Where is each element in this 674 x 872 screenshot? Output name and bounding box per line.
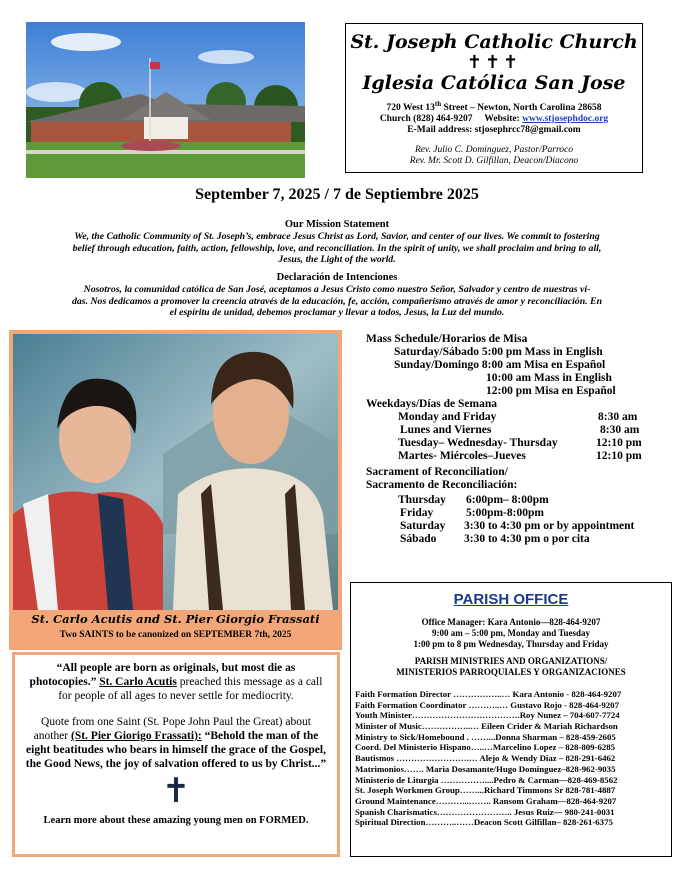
schedule-row: Martes- Miércoles–Jueves 12:10 pm	[398, 450, 642, 462]
schedule-row: Weekdays/Días de Semana	[366, 398, 497, 410]
cross-icon: ✝	[161, 773, 191, 810]
crosses-icon: ✝✝✝	[466, 52, 522, 72]
quote-carlo: “All people are born as originals, but most die as photocopies.” St. Carlo Acutis preached this message as a call for people of all ages to never settle for mediocrity.	[29, 662, 323, 702]
schedule-row: Sunday/Domingo 8:00 am Misa en Español	[394, 359, 606, 371]
schedule-row: Monday and Friday 8:30 am	[398, 411, 638, 423]
directory-row: Coord. Del Ministerio Hispano…..…Marcelino Lopez – 828-809-6285	[355, 742, 616, 753]
ministries-heading-1: PARISH MINISTRIES AND ORGANIZATIONS/	[414, 656, 608, 666]
church-email: E-Mail address: stjosephrcc78@gmail.com	[407, 125, 581, 136]
directory-row: Spanish Charismatics…………………….. Jesus Ruiz— 980-241-0031	[355, 806, 615, 817]
schedule-row: 10:00 am Mass in English	[486, 372, 612, 384]
ministries-heading-2: MINISTERIOS PARROQUIALES Y ORGANIZACIONES	[396, 667, 626, 677]
mission-statement-en: Our Mission Statement We, the Catholic Community of St. Joseph’s, embrace Jesus Christ as Lord, Savior, and center of our lives. We commit to fostering belief through education, faith, action, fellowship, love, and reconciliation. In the spirit of unity, we shall proclaim and bring to all, Jesus, the Light of the world.	[22, 219, 652, 266]
church-header-box	[345, 23, 643, 173]
mass-schedule	[366, 333, 666, 546]
schedule-row: Thursday 6:00pm– 8:00pm	[398, 494, 549, 506]
schedule-row: Lunes and Viernes 8:30 am	[400, 424, 640, 436]
deacon-line: Rev. Mr. Scott D. Gilfillan, Deacon/Diacono	[409, 156, 579, 167]
bulletin-date: September 7, 2025 / 7 de Septiembre 2025	[195, 186, 479, 203]
schedule-row: Sábado 3:30 to 4:30 pm o por cita	[400, 533, 590, 545]
saints-subcaption: Two SAINTS to be canonized on SEPTEMBER 7th, 2025	[59, 630, 292, 640]
saints-photo-frame	[9, 330, 342, 650]
directory-row: Bautismos …………………….… Alejo & Wendy Diaz – 828-291-6462	[355, 753, 616, 764]
directory-row: Faith Formation Director ……………..… Kara Antonio - 828-464-9207	[355, 689, 622, 699]
website-link[interactable]: www.stjosephdoc.org	[522, 114, 609, 125]
mission-title-es: Declaración de Intenciones	[276, 272, 398, 283]
church-name-english: St. Joseph Catholic Church	[350, 31, 638, 53]
parish-office-box	[350, 582, 672, 857]
pastor-line: Rev. Julio C. Dominguez, Pastor/Parroco	[414, 145, 574, 156]
church-address: 720 West 13th Street – Newton, North Carolina 28658	[386, 100, 602, 114]
schedule-row: Mass Schedule/Horarios de Misa	[366, 333, 528, 345]
parish-office-title: PARISH OFFICE	[453, 591, 569, 608]
directory-row: Minister of Music……………..… Eileen Crider & Mariah Richardson	[355, 721, 618, 732]
directory-row: St. Joseph Workmen Group……...Richard Timmons Sr 828-781-4887	[355, 785, 616, 796]
saints-caption: St. Carlo Acutis and St. Pier Giorgio Frassati	[31, 612, 320, 626]
directory-row: Youth Minister……………………………….Roy Nunez – 704-607-7724	[355, 710, 620, 721]
directory-row: Faith Formation Coordinator ………..… Gustavo Rojo - 828-464-9207	[355, 699, 619, 710]
directory-row: Ground Maintenance………...…….. Ransom Graham—828-464-9207	[355, 795, 617, 806]
mission-statement-es: Declaración de Intenciones Nosotros, la comunidad católica de San José, aceptamos a Jesus Cristo como nuestro Señor, Salvador y centro de nuestras vi- das. Nos dedicamos a promover la creencia através de la educación, fe, acción, compañerismo através de amor y reconciliación. En el espíritu de unidad, debemos proclamar y llevar a todos, Jesus, la Luz del mundo.	[22, 272, 652, 319]
directory-row: Spiritual Direction………..……Deacon Scott Gilfillan– 828-261-6375	[355, 817, 613, 828]
schedule-row: 12:00 pm Misa en Español	[486, 385, 616, 397]
schedule-row: Sacrament of Reconciliation/	[366, 466, 508, 478]
formed-note: Learn more about these amazing young men on FORMED.	[43, 815, 309, 826]
schedule-row: Saturday 3:30 to 4:30 pm or by appointment	[400, 520, 635, 532]
church-photo	[26, 22, 305, 178]
saints-quote-box	[12, 652, 340, 857]
directory-row: Ministerio de Liturgia ……………....Pedro & Carman—828-469-8562	[355, 774, 618, 785]
office-hours-1: 9:00 am – 5:00 pm, Monday and Tuesday	[431, 628, 591, 638]
church-name-spanish: Iglesia Católica San Jose	[362, 72, 626, 94]
mission-title-en: Our Mission Statement	[284, 219, 390, 230]
schedule-row: Sacramento de Reconciliación:	[366, 479, 518, 491]
directory-row: Ministry to Sick/Homebound . ……...Donna Sharman – 828-459-2605	[355, 731, 616, 742]
saints-photo	[13, 334, 338, 610]
office-manager: Office Manager: Kara Antonio—828-464-9207	[421, 617, 601, 627]
ministry-directory	[351, 689, 671, 828]
schedule-row: Tuesday– Wednesday- Thursday 12:10 pm	[398, 437, 642, 449]
directory-row: Matrimonios……. Maria Dosamante/Hugo Dominguez–828-962-9035	[355, 763, 616, 774]
schedule-row: Friday 5:00pm-8:00pm	[400, 507, 544, 519]
church-phone-website: Church (828) 464-9207 Website: www.stjosephdoc.org	[379, 114, 609, 125]
schedule-row: Saturday/Sábado 5:00 pm Mass in English	[394, 346, 603, 358]
quote-pier-giorgio: Quote from one Saint (St. Pope John Paul the Great) about another (St. Pier Giorigo Frassati): “Behold the man of the eight beatitudes who bears in himself the grace of the Gospel, the Good News, the joy of salvation offered to us by Christ...”	[25, 716, 327, 770]
office-hours-2: 1:00 pm to 8 pm Wednesday, Thursday and Friday	[413, 639, 609, 649]
